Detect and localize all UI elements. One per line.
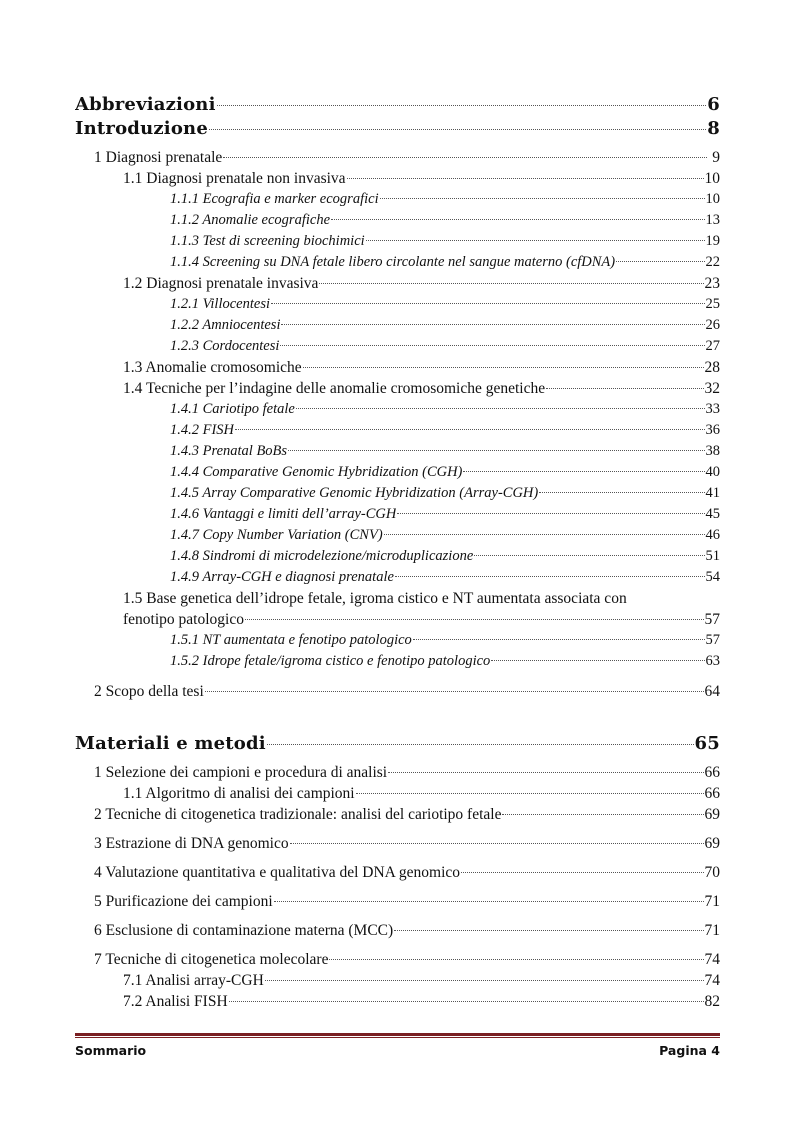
toc-page-number: 33 <box>705 401 720 417</box>
toc-entry-title: 1.4.5 Array Comparative Genomic Hybridization (Array-CGH) <box>170 485 539 501</box>
toc-page-number: 10 <box>704 170 720 187</box>
toc-entry-title: 1.5.2 Idrope fetale/igroma cistico e fenotipo patologico <box>170 653 491 669</box>
toc-page-number: 82 <box>704 993 720 1010</box>
toc-page-number: 66 <box>704 764 720 781</box>
toc-entry-title: 1.1 Algoritmo di analisi dei campioni <box>123 785 355 802</box>
dot-leader <box>616 261 704 262</box>
toc-page-number: 8 <box>707 118 720 139</box>
toc-page-number: 10 <box>705 191 720 207</box>
toc-page-number: 74 <box>704 972 720 989</box>
toc-entry[interactable] <box>75 422 720 443</box>
toc-page-number: 23 <box>704 275 720 292</box>
toc-page-number: 45 <box>705 506 720 522</box>
toc-entry-title: fenotipo patologico <box>123 611 244 628</box>
toc-page-number: 70 <box>704 864 720 881</box>
toc-entry[interactable] <box>75 233 720 254</box>
toc-page-number: 36 <box>705 422 720 438</box>
toc-entry[interactable] <box>75 506 720 527</box>
toc-entry-title: 1.4.1 Cariotipo fetale <box>170 401 295 417</box>
toc-entry-title: 1.1.2 Anomalie ecografiche <box>170 212 331 228</box>
toc-entry[interactable] <box>75 401 720 422</box>
dot-leader <box>394 930 703 931</box>
toc-entry[interactable] <box>75 338 720 359</box>
toc-entry[interactable] <box>75 191 720 212</box>
toc-entry[interactable] <box>75 632 720 653</box>
dot-leader <box>267 744 694 745</box>
dot-leader <box>319 283 703 284</box>
table-of-contents <box>75 94 720 1014</box>
dot-leader <box>356 793 704 794</box>
toc-entry[interactable] <box>75 993 720 1014</box>
toc-page-number: 25 <box>705 296 720 312</box>
toc-entry-title: Introduzione <box>75 118 208 139</box>
toc-entry[interactable] <box>75 569 720 590</box>
toc-entry-title: Materiali e metodi <box>75 733 266 754</box>
dot-leader <box>388 772 703 773</box>
dot-leader <box>290 843 704 844</box>
dot-leader <box>274 901 704 902</box>
toc-page-number: 69 <box>704 806 720 823</box>
toc-entry-title: 1.1.3 Test di screening biochimici <box>170 233 365 249</box>
toc-entry[interactable] <box>75 380 720 401</box>
dot-leader <box>280 345 704 346</box>
toc-entry-title: 7 Tecniche di citogenetica molecolare <box>94 951 329 968</box>
toc-entry[interactable] <box>75 485 720 506</box>
toc-page-number: 57 <box>705 632 720 648</box>
toc-entry[interactable] <box>75 527 720 548</box>
dot-leader <box>546 388 703 389</box>
toc-entry-title: Abbreviazioni <box>75 94 216 115</box>
toc-entry-title: 4 Valutazione quantitativa e qualitativa del DNA genomico <box>94 864 461 881</box>
toc-entry[interactable] <box>75 275 720 296</box>
toc-page-number: 19 <box>705 233 720 249</box>
toc-page-number: 66 <box>704 785 720 802</box>
toc-entry-title: 1.4.9 Array-CGH e diagnosi prenatale <box>170 569 394 585</box>
dot-leader <box>463 471 704 472</box>
dot-leader <box>366 240 705 241</box>
toc-entry[interactable] <box>75 806 720 827</box>
toc-entry[interactable] <box>75 785 720 806</box>
dot-leader <box>474 555 704 556</box>
toc-entry-title: 1.4.3 Prenatal BoBs <box>170 443 288 459</box>
toc-entry[interactable] <box>75 835 720 856</box>
dot-leader <box>271 303 705 304</box>
dot-leader <box>229 1001 704 1002</box>
toc-entry[interactable] <box>75 254 720 275</box>
page-footer <box>75 1043 720 1058</box>
dot-leader <box>397 513 704 514</box>
dot-leader <box>329 959 703 960</box>
toc-page-number: 71 <box>704 922 720 939</box>
dot-leader <box>539 492 704 493</box>
toc-entry[interactable] <box>75 317 720 338</box>
toc-entry[interactable] <box>75 170 720 191</box>
toc-entry-title: 1.1.1 Ecografia e marker ecografici <box>170 191 379 207</box>
dot-leader <box>347 178 704 179</box>
toc-entry-title: 1 Diagnosi prenatale <box>94 149 223 166</box>
footer-section-name: Sommario <box>75 1043 147 1058</box>
toc-entry-title: 1.1 Diagnosi prenatale non invasiva <box>123 170 346 187</box>
dot-leader <box>502 814 703 815</box>
dot-leader <box>265 980 704 981</box>
toc-entry[interactable] <box>75 548 720 569</box>
toc-entry-wrapped-line[interactable]: 1.5 Base genetica dell’idrope fetale, igroma cistico e NT aumentata associata con <box>123 590 627 607</box>
toc-page-number: 41 <box>705 485 720 501</box>
dot-leader <box>380 198 705 199</box>
toc-entry-title: 6 Esclusione di contaminazione materna (MCC) <box>94 922 394 939</box>
toc-page-number: 22 <box>705 254 720 270</box>
toc-page-number: 63 <box>705 653 720 669</box>
toc-page-number: 26 <box>705 317 720 333</box>
toc-entry-title: 1.1.4 Screening su DNA fetale libero circolante nel sangue materno (cfDNA) <box>170 254 616 270</box>
toc-entry-abbreviazioni[interactable] <box>75 94 720 118</box>
toc-page-number: 54 <box>705 569 720 585</box>
toc-entry-title: 5 Purificazione dei campioni <box>94 893 273 910</box>
footer-page-number: Pagina 4 <box>659 1043 720 1058</box>
dot-leader <box>303 367 704 368</box>
toc-entry-title: 1.4.6 Vantaggi e limiti dell’array-CGH <box>170 506 397 522</box>
toc-entry-title: 3 Estrazione di DNA genomico <box>94 835 289 852</box>
toc-page-number: 28 <box>704 359 720 376</box>
toc-page-number: 46 <box>705 527 720 543</box>
toc-entry[interactable] <box>75 359 720 380</box>
toc-page-number: 27 <box>705 338 720 354</box>
dot-leader <box>209 129 706 130</box>
toc-entry[interactable] <box>75 296 720 317</box>
toc-entry[interactable] <box>75 443 720 464</box>
dot-leader <box>296 408 705 409</box>
toc-entry[interactable] <box>75 683 720 704</box>
toc-entry-title: 7.1 Analisi array-CGH <box>123 972 264 989</box>
toc-entry-title: 1.2 Diagnosi prenatale invasiva <box>123 275 319 292</box>
toc-entry-title: 1.5.1 NT aumentata e fenotipo patologico <box>170 632 412 648</box>
dot-leader <box>281 324 704 325</box>
toc-entry-title: 1.4.4 Comparative Genomic Hybridization (CGH) <box>170 464 463 480</box>
toc-page-number: 74 <box>704 951 720 968</box>
dot-leader <box>491 660 704 661</box>
toc-entry-title: 1.4.8 Sindromi di microdelezione/microduplicazione <box>170 548 474 564</box>
toc-page-number: 40 <box>705 464 720 480</box>
dot-leader <box>461 872 703 873</box>
dot-leader <box>217 105 707 106</box>
toc-page-number: 64 <box>704 683 720 700</box>
toc-entry-title: 1.4.7 Copy Number Variation (CNV) <box>170 527 383 543</box>
toc-page-number: 38 <box>705 443 720 459</box>
dot-leader <box>384 534 705 535</box>
dot-leader <box>331 219 704 220</box>
toc-page-number: 51 <box>705 548 720 564</box>
dot-leader <box>395 576 705 577</box>
toc-entry[interactable] <box>75 212 720 233</box>
toc-entry[interactable] <box>75 611 720 632</box>
toc-entry[interactable] <box>75 922 720 943</box>
toc-page-number: 13 <box>705 212 720 228</box>
toc-entry[interactable] <box>75 864 720 885</box>
toc-page-number: 57 <box>704 611 720 628</box>
toc-page-number: 71 <box>704 893 720 910</box>
footer-rule <box>75 1033 720 1036</box>
toc-entry[interactable] <box>75 764 720 785</box>
toc-entry-materiali-e-metodi[interactable] <box>75 733 720 757</box>
dot-leader <box>223 157 707 158</box>
toc-entry-title: 1.3 Anomalie cromosomiche <box>123 359 302 376</box>
toc-entry-title: 1.2.1 Villocentesi <box>170 296 270 312</box>
toc-entry[interactable] <box>75 149 720 170</box>
toc-entry-title: 1.4.2 FISH <box>170 422 235 438</box>
toc-entry[interactable] <box>75 464 720 485</box>
toc-entry-title: 1 Selezione dei campioni e procedura di analisi <box>94 764 388 781</box>
dot-leader <box>245 619 704 620</box>
toc-entry-introduzione[interactable] <box>75 118 720 142</box>
toc-page-number: 69 <box>704 835 720 852</box>
toc-page-number: 9 <box>712 149 720 166</box>
toc-entry[interactable] <box>75 951 720 972</box>
dot-leader <box>205 691 704 692</box>
toc-entry-title: 1.4 Tecniche per l’indagine delle anomalie cromosomiche genetiche <box>123 380 546 397</box>
toc-entry-title: 7.2 Analisi FISH <box>123 993 228 1010</box>
dot-leader <box>413 639 705 640</box>
dot-leader <box>235 429 704 430</box>
toc-page-number: 32 <box>704 380 720 397</box>
dot-leader <box>288 450 704 451</box>
toc-page-number: 6 <box>707 94 720 115</box>
toc-page-number: 65 <box>694 733 720 754</box>
toc-entry[interactable] <box>75 653 720 674</box>
toc-entry-title: 1.2.2 Amniocentesi <box>170 317 281 333</box>
toc-entry[interactable] <box>75 893 720 914</box>
toc-entry-title: 1.2.3 Cordocentesi <box>170 338 280 354</box>
toc-entry[interactable] <box>75 972 720 993</box>
footer-rule-thin <box>75 1037 720 1038</box>
toc-entry-title: 2 Tecniche di citogenetica tradizionale: analisi del cariotipo fetale <box>94 806 502 823</box>
toc-entry-title: 2 Scopo della tesi <box>94 683 204 700</box>
